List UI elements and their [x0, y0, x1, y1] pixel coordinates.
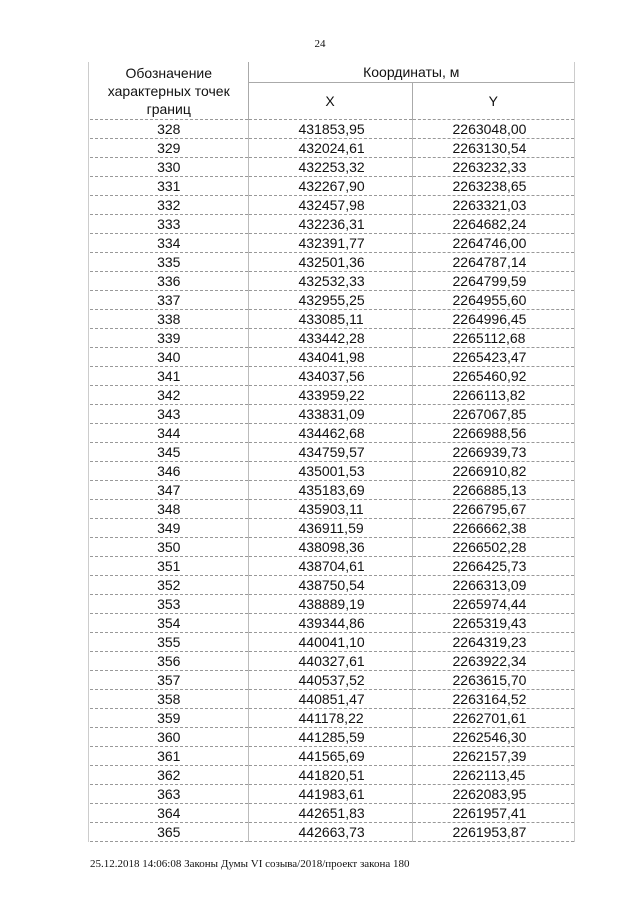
table-row — [90, 481, 574, 500]
table-row — [90, 823, 574, 842]
point-number-cell: 360 — [90, 728, 248, 747]
x-coordinate-cell: 434759,57 — [248, 443, 412, 462]
y-coordinate-cell: 2266113,82 — [412, 386, 574, 405]
table-row — [90, 443, 574, 462]
point-number-cell: 365 — [90, 823, 248, 842]
coordinates-table-container — [90, 62, 574, 842]
point-number-cell: 336 — [90, 272, 248, 291]
y-coordinate-cell: 2263238,65 — [412, 177, 574, 196]
table-row — [90, 652, 574, 671]
table-left-edge — [88, 62, 89, 842]
point-number-cell: 364 — [90, 804, 248, 823]
table-row — [90, 614, 574, 633]
x-coordinate-cell: 431853,95 — [248, 120, 412, 139]
y-coordinate-cell: 2262113,45 — [412, 766, 574, 785]
x-coordinate-cell: 440851,47 — [248, 690, 412, 709]
point-number-cell: 350 — [90, 538, 248, 557]
table-row — [90, 234, 574, 253]
point-number-cell: 362 — [90, 766, 248, 785]
table-row — [90, 348, 574, 367]
x-coordinate-cell: 438889,19 — [248, 595, 412, 614]
x-coordinate-cell: 432024,61 — [248, 139, 412, 158]
table-row — [90, 253, 574, 272]
point-number-cell: 356 — [90, 652, 248, 671]
x-coordinate-cell: 432532,33 — [248, 272, 412, 291]
table-row — [90, 120, 574, 139]
x-coordinate-cell: 432253,32 — [248, 158, 412, 177]
table-row — [90, 215, 574, 234]
x-coordinate-cell: 441285,59 — [248, 728, 412, 747]
y-coordinate-cell: 2263922,34 — [412, 652, 574, 671]
point-number-cell: 342 — [90, 386, 248, 405]
table-row — [90, 177, 574, 196]
x-coordinate-cell: 436911,59 — [248, 519, 412, 538]
point-number-cell: 352 — [90, 576, 248, 595]
point-number-cell: 353 — [90, 595, 248, 614]
x-coordinate-cell: 433442,28 — [248, 329, 412, 348]
point-number-cell: 348 — [90, 500, 248, 519]
y-coordinate-cell: 2262083,95 — [412, 785, 574, 804]
x-coordinate-cell: 434041,98 — [248, 348, 412, 367]
y-coordinate-cell: 2266662,38 — [412, 519, 574, 538]
point-number-cell: 359 — [90, 709, 248, 728]
x-coordinate-cell: 434037,56 — [248, 367, 412, 386]
header-designation — [90, 62, 248, 120]
y-coordinate-cell: 2266425,73 — [412, 557, 574, 576]
table-row — [90, 158, 574, 177]
header-designation-line-1: Обозначение — [125, 64, 213, 81]
y-coordinate-cell: 2264682,24 — [412, 215, 574, 234]
point-number-cell: 337 — [90, 291, 248, 310]
x-coordinate-cell: 440327,61 — [248, 652, 412, 671]
x-coordinate-cell: 432236,31 — [248, 215, 412, 234]
y-coordinate-cell: 2266885,13 — [412, 481, 574, 500]
table-row — [90, 804, 574, 823]
y-coordinate-cell: 2266910,82 — [412, 462, 574, 481]
x-coordinate-cell: 432501,36 — [248, 253, 412, 272]
point-number-cell: 344 — [90, 424, 248, 443]
table-header — [90, 62, 574, 120]
x-coordinate-cell: 442663,73 — [248, 823, 412, 842]
point-number-cell: 363 — [90, 785, 248, 804]
y-coordinate-cell: 2265112,68 — [412, 329, 574, 348]
point-number-cell: 334 — [90, 234, 248, 253]
y-coordinate-cell: 2263130,54 — [412, 139, 574, 158]
y-coordinate-cell: 2263615,70 — [412, 671, 574, 690]
point-number-cell: 333 — [90, 215, 248, 234]
y-coordinate-cell: 2265974,44 — [412, 595, 574, 614]
table-row — [90, 310, 574, 329]
x-coordinate-cell: 432955,25 — [248, 291, 412, 310]
table-row — [90, 424, 574, 443]
y-coordinate-cell: 2266939,73 — [412, 443, 574, 462]
y-coordinate-cell: 2263048,00 — [412, 120, 574, 139]
y-coordinate-cell: 2261953,87 — [412, 823, 574, 842]
point-number-cell: 361 — [90, 747, 248, 766]
table-row — [90, 576, 574, 595]
point-number-cell: 358 — [90, 690, 248, 709]
table-body — [90, 120, 574, 842]
header-designation-line-2: характерных точек — [107, 82, 230, 99]
point-number-cell: 355 — [90, 633, 248, 652]
y-coordinate-cell: 2266988,56 — [412, 424, 574, 443]
table-row — [90, 538, 574, 557]
y-coordinate-cell: 2264996,45 — [412, 310, 574, 329]
x-coordinate-cell: 441820,51 — [248, 766, 412, 785]
table-row — [90, 747, 574, 766]
point-number-cell: 328 — [90, 120, 248, 139]
x-coordinate-cell: 433085,11 — [248, 310, 412, 329]
x-coordinate-cell: 432267,90 — [248, 177, 412, 196]
point-number-cell: 331 — [90, 177, 248, 196]
table-right-edge — [574, 62, 575, 842]
point-number-cell: 354 — [90, 614, 248, 633]
table-row — [90, 500, 574, 519]
point-number-cell: 343 — [90, 405, 248, 424]
x-coordinate-cell: 441178,22 — [248, 709, 412, 728]
y-coordinate-cell: 2266502,28 — [412, 538, 574, 557]
point-number-cell: 351 — [90, 557, 248, 576]
y-coordinate-cell: 2264319,23 — [412, 633, 574, 652]
y-coordinate-cell: 2262157,39 — [412, 747, 574, 766]
y-coordinate-cell: 2263321,03 — [412, 196, 574, 215]
x-coordinate-cell: 432391,77 — [248, 234, 412, 253]
x-coordinate-cell: 433831,09 — [248, 405, 412, 424]
header-y: Y — [412, 83, 574, 120]
y-coordinate-cell: 2266795,67 — [412, 500, 574, 519]
point-number-cell: 349 — [90, 519, 248, 538]
x-coordinate-cell: 435903,11 — [248, 500, 412, 519]
page-number: 24 — [314, 38, 326, 50]
point-number-cell: 346 — [90, 462, 248, 481]
point-number-cell: 347 — [90, 481, 248, 500]
point-number-cell: 330 — [90, 158, 248, 177]
x-coordinate-cell: 433959,22 — [248, 386, 412, 405]
x-coordinate-cell: 440537,52 — [248, 671, 412, 690]
point-number-cell: 340 — [90, 348, 248, 367]
header-coordinates: Координаты, м — [248, 62, 574, 83]
y-coordinate-cell: 2261957,41 — [412, 804, 574, 823]
y-coordinate-cell: 2263164,52 — [412, 690, 574, 709]
table-row — [90, 557, 574, 576]
table-row — [90, 367, 574, 386]
x-coordinate-cell: 442651,83 — [248, 804, 412, 823]
footer-stamp: 25.12.2018 14:06:08 Законы Думы VI созыва/2018/проект закона 180 — [90, 858, 410, 870]
table-row — [90, 519, 574, 538]
table-row — [90, 766, 574, 785]
x-coordinate-cell: 434462,68 — [248, 424, 412, 443]
table-row — [90, 291, 574, 310]
table-row — [90, 709, 574, 728]
point-number-cell: 345 — [90, 443, 248, 462]
y-coordinate-cell: 2265319,43 — [412, 614, 574, 633]
y-coordinate-cell: 2265460,92 — [412, 367, 574, 386]
table-row — [90, 405, 574, 424]
y-coordinate-cell: 2264746,00 — [412, 234, 574, 253]
y-coordinate-cell: 2264799,59 — [412, 272, 574, 291]
header-x: X — [248, 83, 412, 120]
table-row — [90, 462, 574, 481]
x-coordinate-cell: 432457,98 — [248, 196, 412, 215]
point-number-cell: 335 — [90, 253, 248, 272]
y-coordinate-cell: 2264787,14 — [412, 253, 574, 272]
table-row — [90, 690, 574, 709]
table-row — [90, 633, 574, 652]
x-coordinate-cell: 438704,61 — [248, 557, 412, 576]
point-number-cell: 357 — [90, 671, 248, 690]
coordinates-table — [90, 62, 574, 842]
x-coordinate-cell: 441565,69 — [248, 747, 412, 766]
table-row — [90, 671, 574, 690]
table-row — [90, 386, 574, 405]
table-row — [90, 196, 574, 215]
point-number-cell: 338 — [90, 310, 248, 329]
x-coordinate-cell: 439344,86 — [248, 614, 412, 633]
y-coordinate-cell: 2266313,09 — [412, 576, 574, 595]
header-designation-line-3: границ — [146, 100, 191, 117]
x-coordinate-cell: 435001,53 — [248, 462, 412, 481]
table-row — [90, 728, 574, 747]
point-number-cell: 339 — [90, 329, 248, 348]
y-coordinate-cell: 2265423,47 — [412, 348, 574, 367]
x-coordinate-cell: 438750,54 — [248, 576, 412, 595]
point-number-cell: 332 — [90, 196, 248, 215]
x-coordinate-cell: 438098,36 — [248, 538, 412, 557]
x-coordinate-cell: 440041,10 — [248, 633, 412, 652]
table-row — [90, 595, 574, 614]
y-coordinate-cell: 2267067,85 — [412, 405, 574, 424]
y-coordinate-cell: 2263232,33 — [412, 158, 574, 177]
y-coordinate-cell: 2262701,61 — [412, 709, 574, 728]
x-coordinate-cell: 441983,61 — [248, 785, 412, 804]
point-number-cell: 329 — [90, 139, 248, 158]
table-row — [90, 272, 574, 291]
y-coordinate-cell: 2262546,30 — [412, 728, 574, 747]
y-coordinate-cell: 2264955,60 — [412, 291, 574, 310]
point-number-cell: 341 — [90, 367, 248, 386]
table-row — [90, 139, 574, 158]
table-row — [90, 329, 574, 348]
x-coordinate-cell: 435183,69 — [248, 481, 412, 500]
table-row — [90, 785, 574, 804]
